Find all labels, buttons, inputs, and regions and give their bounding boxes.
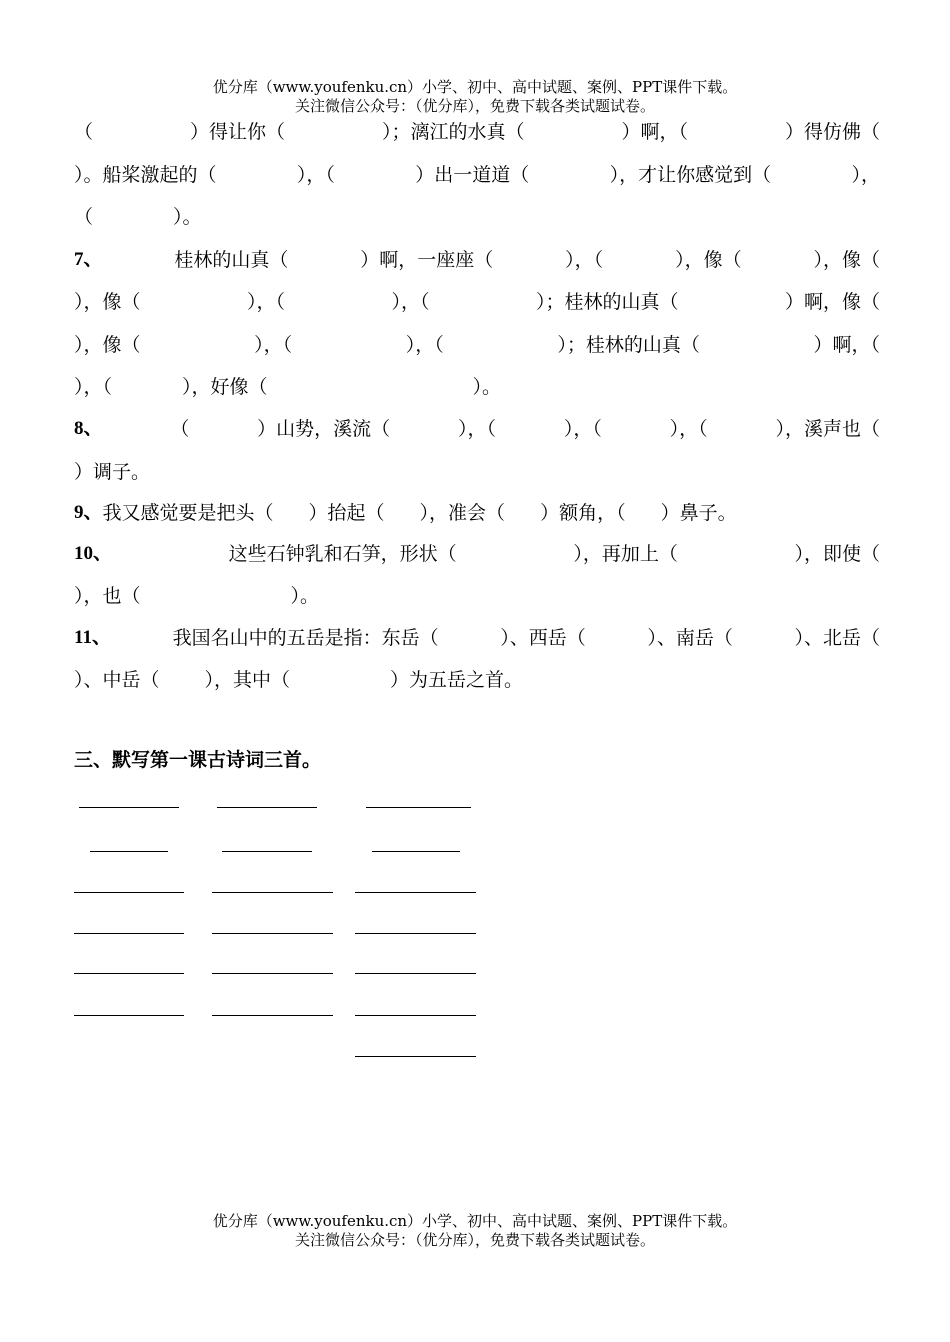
answer-line[interactable] <box>74 973 184 974</box>
answer-line[interactable] <box>366 807 471 808</box>
text-line <box>74 197 880 237</box>
text-segment: ）得仿佛（ <box>784 121 880 143</box>
text-segment: （ <box>170 418 190 440</box>
text-segment: ），准会（ <box>419 502 506 524</box>
text-segment: ）额角，（ <box>540 502 626 524</box>
text-line <box>74 325 880 365</box>
text-segment: ）得让你（ <box>189 121 285 143</box>
text-segment: ），溪声也（ <box>775 418 880 440</box>
answer-line[interactable] <box>355 892 476 893</box>
footer-line-1: 优分库（www.youfenku.cn）小学、初中、高中试题、案例、PPT课件下载。 <box>212 1212 738 1230</box>
text-segment: ），（ <box>405 334 444 356</box>
text-segment: ），像（ <box>675 249 742 271</box>
answer-line[interactable] <box>222 851 312 852</box>
text-line <box>74 452 880 492</box>
text-segment: ），即使（ <box>794 543 880 565</box>
text-segment: ）抬起（ <box>308 502 385 524</box>
text-segment: ），（ <box>391 291 430 313</box>
text-segment: ）啊，（ <box>621 121 688 143</box>
text-segment: ），才让你感觉到（ <box>609 164 772 186</box>
text-line <box>74 534 880 574</box>
text-segment: ），（ <box>254 334 293 356</box>
text-line <box>74 240 880 280</box>
text-line <box>74 282 880 322</box>
text-segment: ）；漓江的水真（ <box>381 121 525 143</box>
text-line <box>74 660 880 700</box>
question-number: 9、 <box>74 502 103 523</box>
text-line <box>74 618 880 658</box>
text-line <box>74 367 880 407</box>
question-number: 10、 <box>74 543 113 564</box>
text-segment: ），像（ <box>74 334 141 356</box>
text-segment: ）。 <box>173 206 202 228</box>
text-segment: ），像（ <box>813 249 880 271</box>
answer-line[interactable] <box>355 933 476 934</box>
page-header <box>0 78 950 116</box>
text-segment: ）啊，一座座（ <box>360 249 494 271</box>
text-segment: ）出一道道（ <box>415 164 530 186</box>
answer-line[interactable] <box>74 933 184 934</box>
text-segment: ），（ <box>669 418 708 440</box>
page-footer <box>0 1212 950 1250</box>
text-segment: ）。船桨激起的（ <box>74 164 217 186</box>
text-segment: 我国名山中的五岳是指：东岳（ <box>172 627 439 649</box>
header-line-2: 关注微信公众号：（优分库），免费下载各类试题试卷。 <box>294 97 655 115</box>
answer-line[interactable] <box>217 807 317 808</box>
text-segment: ）， <box>851 164 880 186</box>
header-line-1: 优分库（www.youfenku.cn）小学、初中、高中试题、案例、PPT课件下载。 <box>212 78 738 96</box>
text-segment: ），像（ <box>74 291 141 313</box>
answer-line[interactable] <box>355 1056 476 1057</box>
answer-line[interactable] <box>90 851 168 852</box>
text-segment: ）为五岳之首。 <box>390 669 524 691</box>
text-line <box>74 155 880 195</box>
text-segment: ）。 <box>290 585 320 607</box>
footer-line-2: 关注微信公众号：（优分库），免费下载各类试题试卷。 <box>294 1231 655 1249</box>
answer-line[interactable] <box>355 1015 476 1016</box>
question-number: 7、 <box>74 249 103 270</box>
text-segment: ），好像（ <box>182 376 268 398</box>
text-segment: ），（ <box>563 418 602 440</box>
text-segment: ）鼻子。 <box>660 502 737 524</box>
text-segment: ）、中岳（ <box>74 669 160 691</box>
answer-line[interactable] <box>74 892 184 893</box>
text-line <box>74 576 880 616</box>
text-segment: ），（ <box>246 291 285 313</box>
answer-line[interactable] <box>355 973 476 974</box>
text-segment: ），也（ <box>74 585 141 607</box>
text-segment: ），（ <box>74 376 113 398</box>
answer-line[interactable] <box>372 851 460 852</box>
text-line <box>74 409 880 449</box>
answer-line[interactable] <box>212 892 333 893</box>
answer-line[interactable] <box>212 933 333 934</box>
text-segment: ）、北岳（ <box>794 627 880 649</box>
text-segment: ），（ <box>565 249 604 271</box>
text-segment: ），（ <box>296 164 335 186</box>
text-segment: ）、西岳（ <box>500 627 586 649</box>
answer-line[interactable] <box>212 973 333 974</box>
text-segment: ）；桂林的山真（ <box>535 291 679 313</box>
text-line <box>74 493 880 533</box>
answer-line[interactable] <box>79 807 179 808</box>
text-segment: ），再加上（ <box>573 543 678 565</box>
text-segment: 桂林的山真（ <box>174 249 289 271</box>
text-segment: ）、南岳（ <box>647 627 733 649</box>
question-number: 8、 <box>74 418 103 439</box>
answer-line[interactable] <box>212 1015 333 1016</box>
question-number: 11、 <box>74 627 111 648</box>
text-segment: 我又感觉要是把头（ <box>102 502 274 524</box>
text-segment: ）山势，溪流（ <box>257 418 391 440</box>
text-segment: （ <box>74 121 94 143</box>
text-segment: ）；桂林的山真（ <box>557 334 700 356</box>
answer-line[interactable] <box>74 1015 184 1016</box>
text-segment: ）调子。 <box>74 461 151 483</box>
text-segment: ），（ <box>457 418 496 440</box>
text-segment: 这些石钟乳和石笋，形状（ <box>228 543 457 565</box>
text-segment: ）。 <box>472 376 502 398</box>
text-segment: ）啊，（ <box>813 334 880 356</box>
text-segment: （ <box>74 206 94 228</box>
section-title: 三、默写第一课古诗词三首。 <box>74 749 322 771</box>
text-segment: ）啊，像（ <box>784 291 880 313</box>
text-segment: ），其中（ <box>204 669 291 691</box>
text-line <box>74 112 880 152</box>
